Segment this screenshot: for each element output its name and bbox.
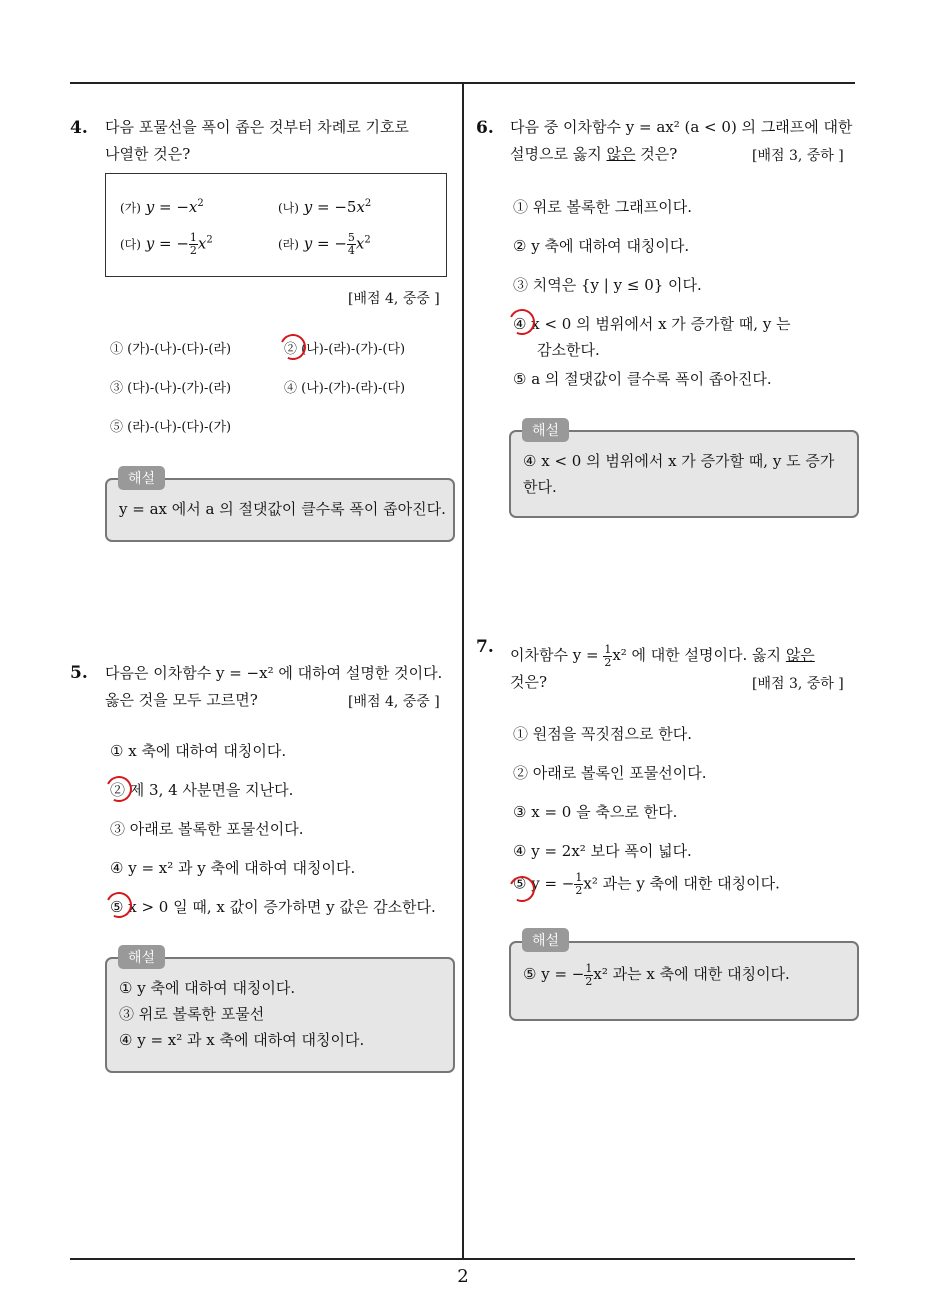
q5-solution-text: ① y 축에 대하여 대칭이다. ③ 위로 볼록한 포물선 ④ y = x² 과 x 축에 대하여 대칭이다. [119, 979, 365, 1049]
q5-option-1[interactable]: ① x 축에 대하여 대칭이다. [110, 742, 287, 760]
q5-answer-mark-2 [102, 772, 135, 805]
q4-items-box [105, 173, 447, 277]
q6-option-5[interactable]: ⑤ a 의 절댓값이 클수록 폭이 좁아진다. [513, 370, 772, 388]
q7-option-5[interactable]: ⑤ y = − $\frac{1}{2}$ x² 과는 y 축에 대한 대칭이다. [513, 871, 780, 897]
q5-option-4[interactable]: ④ y = x² 과 y 축에 대하여 대칭이다. [110, 859, 356, 877]
q6-number: 6. [476, 118, 494, 138]
q7-solution-text: ⑤ y = − $\frac{1}{2}$ x² 과는 x 축에 대한 대칭이다. [523, 961, 790, 988]
q6-solution-text: ④ x < 0 의 범위에서 x 가 증가할 때, y 도 증가 한다. [523, 452, 835, 496]
q4-item-ra: (라) y = − $\frac{5}{4}$ $x^2$ [278, 231, 371, 257]
q6-option-4[interactable]: ④ x < 0 의 범위에서 x 가 증가할 때, y 는 [513, 315, 791, 333]
q7-number: 7. [476, 637, 494, 657]
q4-option-1[interactable]: ① (가)-(나)-(다)-(라) [110, 342, 232, 357]
q4-option-3[interactable]: ③ (다)-(나)-(가)-(라) [110, 381, 232, 396]
q7-option-4[interactable]: ④ y = 2x² 보다 폭이 넓다. [513, 842, 692, 860]
q7-option-2[interactable]: ② 아래로 볼록인 포물선이다. [513, 764, 707, 782]
q4-option-2[interactable]: ② (나)-(라)-(가)-(다) [284, 342, 406, 357]
q7-option-1[interactable]: ① 원점을 꼭짓점으로 한다. [513, 725, 692, 743]
bottom-rule [70, 1258, 855, 1260]
q7-solution-box [509, 941, 859, 1021]
q5-question: 다음은 이차함수 y = −x² 에 대하여 설명한 것이다. 옳은 것을 모두 고르면? [105, 664, 443, 709]
q4-option-5[interactable]: ⑤ (라)-(나)-(다)-(가) [110, 420, 232, 435]
q5-option-2[interactable]: ② 제 3, 4 사분면을 지난다. [110, 781, 294, 799]
q7-option-3[interactable]: ③ x = 0 을 축으로 한다. [513, 803, 678, 821]
q5-number: 5. [70, 663, 88, 683]
q4-score: [배점 4, 중중 ] [348, 291, 440, 307]
q5-option-3[interactable]: ③ 아래로 볼록한 포물선이다. [110, 820, 304, 838]
q6-question: 다음 중 이차함수 y = ax² (a < 0) 의 그래프에 대한 설명으로 옳지 않은 것은? [510, 118, 853, 163]
q4-number: 4. [70, 118, 88, 138]
q7-solution-tab: 해설 [522, 928, 569, 952]
page-number: 2 [457, 1266, 469, 1287]
q6-option-2[interactable]: ② y 축에 대하여 대칭이다. [513, 237, 690, 255]
q5-solution-box [105, 957, 455, 1073]
q5-solution-tab: 해설 [118, 945, 165, 969]
q6-option-1[interactable]: ① 위로 볼록한 그래프이다. [513, 198, 692, 216]
q4-solution-tab: 해설 [118, 466, 165, 490]
q5-score: [배점 4, 중중 ] [348, 694, 440, 710]
q4-item-na: (나) $y = -5x^2$ [278, 198, 372, 216]
q5-option-5[interactable]: ⑤ x > 0 일 때, x 값이 증가하면 y 값은 감소한다. [110, 898, 436, 916]
q4-item-ga: (가) $y = -x^2$ [120, 198, 204, 216]
q6-option-3[interactable]: ③ 치역은 {y | y ≤ 0} 이다. [513, 276, 702, 294]
q4-item-da: (다) y = − $\frac{1}{2}$ $x^2$ [120, 231, 213, 257]
q6-option-4-cont: 감소한다. [537, 341, 600, 359]
q6-solution-tab: 해설 [522, 418, 569, 442]
q6-score: [배점 3, 중하 ] [752, 148, 844, 164]
column-divider [462, 82, 464, 1258]
q7-score: [배점 3, 중하 ] [752, 676, 844, 692]
q4-question: 다음 포물선을 폭이 좁은 것부터 차례로 기호로 나열한 것은? [105, 118, 409, 163]
q4-solution-text: y = ax 에서 a 의 절댓값이 클수록 폭이 좁아진다. [119, 500, 446, 518]
q4-option-4[interactable]: ④ (나)-(가)-(라)-(다) [284, 381, 406, 396]
q7-question: 이차함수 y = $\frac{1}{2}$ x² 에 대한 설명이다. 옳지 않은 것은? [510, 642, 815, 691]
q4-answer-mark [276, 330, 309, 363]
q6-solution-box [509, 430, 859, 518]
